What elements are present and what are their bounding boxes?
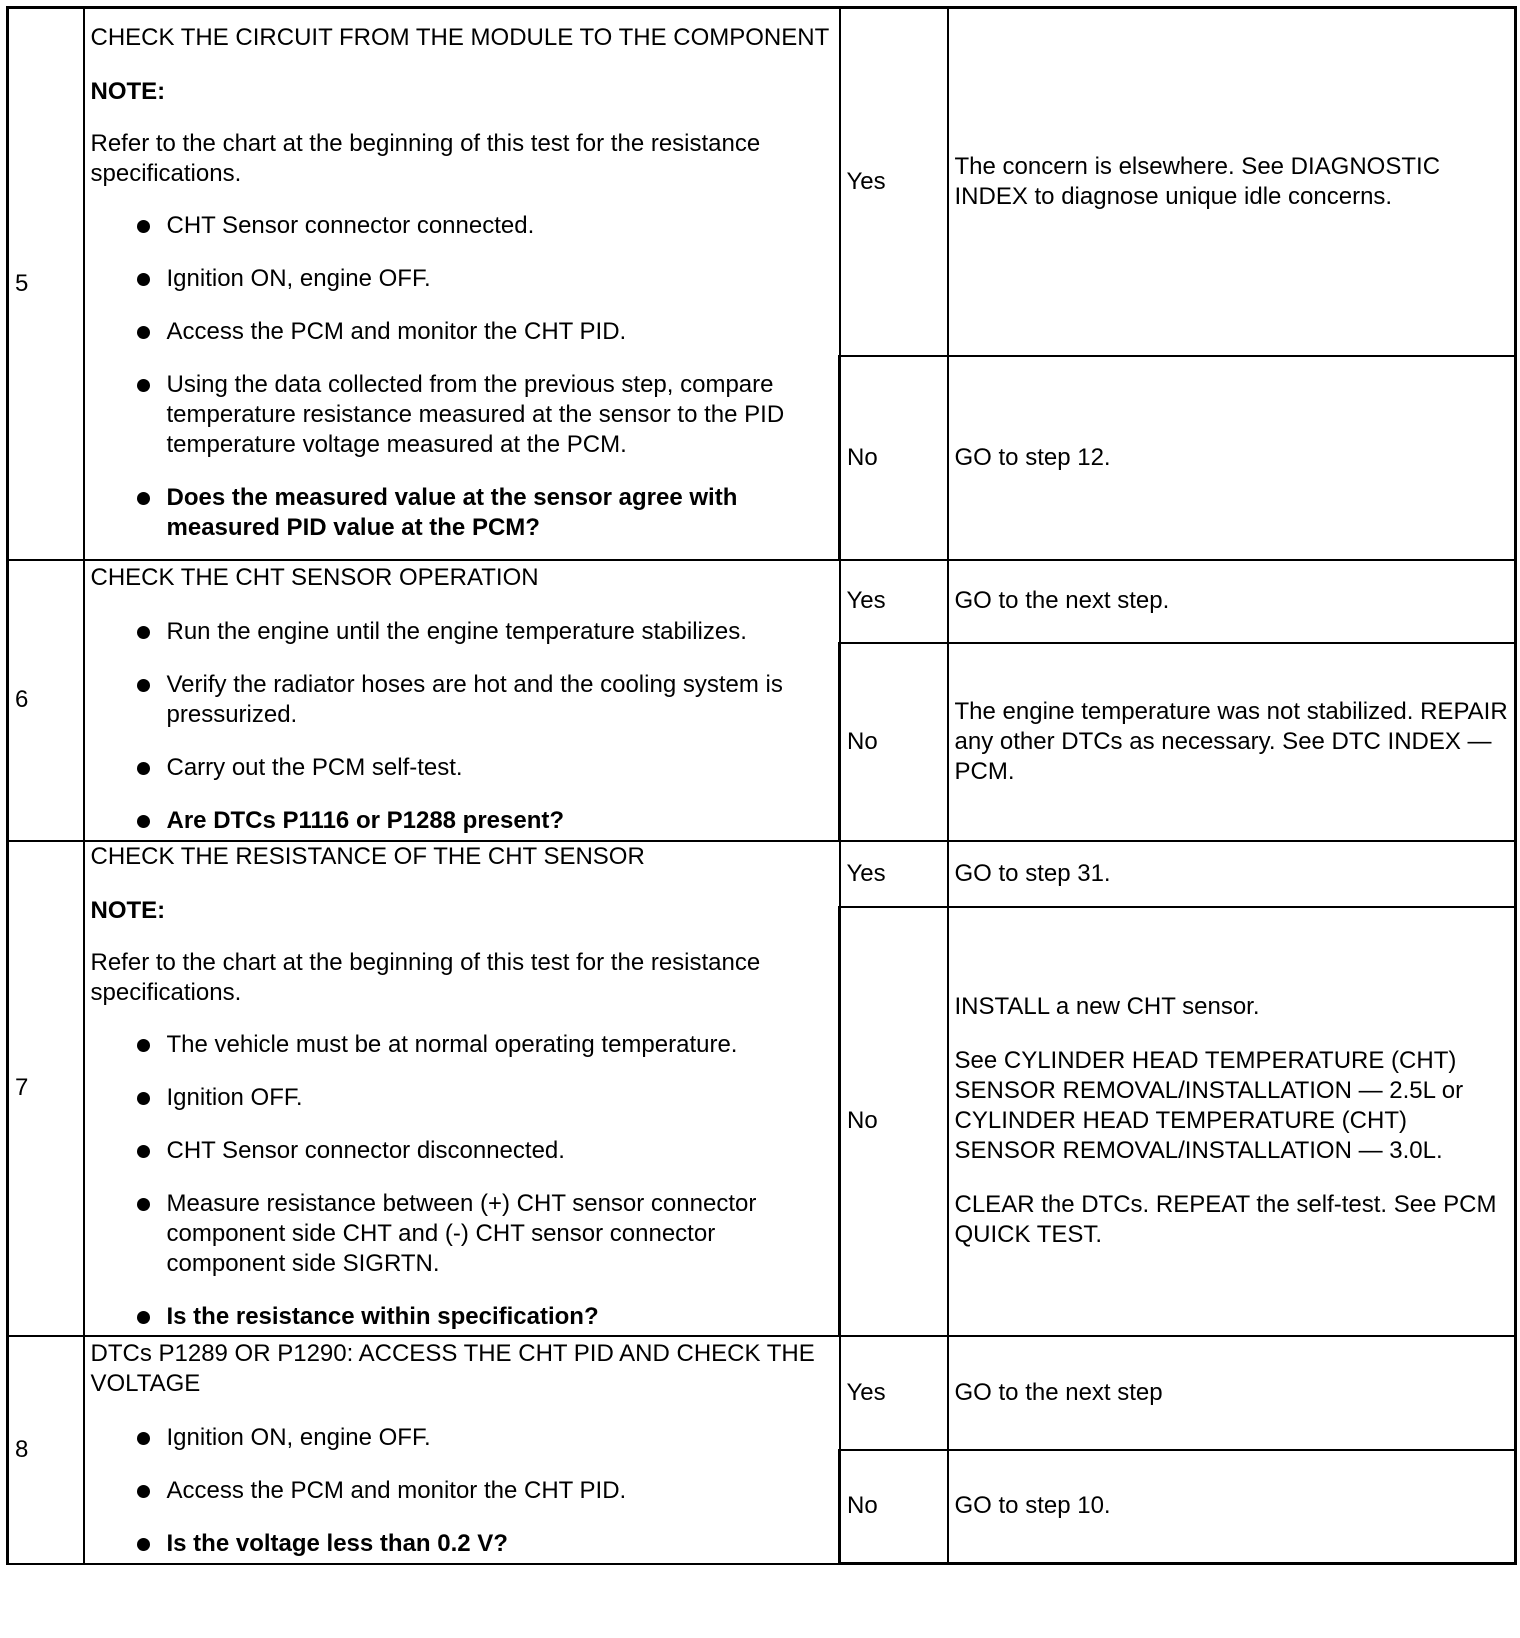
answer-yes: Yes <box>840 8 948 356</box>
answer-yes: Yes <box>840 1336 948 1450</box>
result-no <box>948 643 1516 841</box>
instruction-item: CHT Sensor connector connected. <box>91 211 833 241</box>
step-question: Are DTCs P1116 or P1288 present? <box>91 806 833 836</box>
result-paragraph: GO to step 12. <box>954 443 1111 471</box>
step-number: 7 <box>8 841 84 1336</box>
step-row-5 <box>8 8 1516 356</box>
note-label: NOTE: <box>90 77 166 105</box>
result-yes <box>948 841 1516 907</box>
instruction-item: The vehicle must be at normal operating temperature. <box>91 1030 833 1060</box>
instruction-item: Run the engine until the engine temperature stabilizes. <box>91 617 833 647</box>
instruction-item: Ignition ON, engine OFF. <box>91 264 833 294</box>
instruction-item: Access the PCM and monitor the CHT PID. <box>91 317 833 347</box>
result-yes <box>948 8 1516 356</box>
instruction-item: Verify the radiator hoses are hot and the cooling system is pressurized. <box>91 670 833 730</box>
step-number: 5 <box>8 8 84 560</box>
step-row-6 <box>8 560 1516 643</box>
result-paragraph: INSTALL a new CHT sensor. <box>954 993 1260 1020</box>
answer-no: No <box>840 643 948 841</box>
step-question: Does the measured value at the sensor agree with measured PID value at the PCM? <box>91 483 833 543</box>
step-instructions <box>91 617 833 836</box>
diagnostic-test-table <box>6 6 1517 1565</box>
answer-no: No <box>840 356 948 560</box>
step-title: CHECK THE RESISTANCE OF THE CHT SENSOR <box>90 843 645 870</box>
step-question: Is the resistance within specification? <box>91 1302 833 1332</box>
result-no <box>948 907 1516 1336</box>
step-question: Is the voltage less than 0.2 V? <box>91 1529 833 1559</box>
result-no <box>948 1450 1516 1564</box>
answer-yes: Yes <box>840 560 948 643</box>
step-action <box>84 841 840 1336</box>
note-text: Refer to the chart at the beginning of this test for the resistance specifications. <box>90 129 761 187</box>
step-action <box>84 1336 840 1564</box>
result-paragraph: CLEAR the DTCs. REPEAT the self-test. See PCM QUICK TEST. <box>954 1191 1497 1248</box>
answer-no: No <box>840 907 948 1336</box>
result-paragraph: GO to step 31. <box>954 859 1111 887</box>
result-no <box>948 356 1516 560</box>
instruction-item: Ignition OFF. <box>91 1083 833 1113</box>
result-paragraph: GO to step 10. <box>954 1492 1111 1520</box>
instruction-item: Access the PCM and monitor the CHT PID. <box>91 1476 833 1506</box>
note-label: NOTE: <box>90 897 166 924</box>
step-instructions <box>91 1030 833 1332</box>
result-paragraph: GO to the next step. <box>954 587 1170 614</box>
step-instructions <box>91 211 833 543</box>
step-number: 8 <box>8 1336 84 1564</box>
answer-yes: Yes <box>840 841 948 907</box>
step-action <box>84 8 840 560</box>
result-yes <box>948 1336 1516 1450</box>
instruction-item: Ignition ON, engine OFF. <box>91 1423 833 1453</box>
result-paragraph: The concern is elsewhere. See DIAGNOSTIC INDEX to diagnose unique idle concerns. <box>954 152 1441 210</box>
result-paragraph: See CYLINDER HEAD TEMPERATURE (CHT) SENSOR REMOVAL/INSTALLATION — 2.5L or CYLINDER HEAD TEMPERATURE (CHT) SENSOR REMOVAL/INSTALLATION — 3.0L. <box>954 1047 1464 1164</box>
result-paragraph: GO to the next step <box>954 1378 1163 1406</box>
instruction-item: CHT Sensor connector disconnected. <box>91 1136 833 1166</box>
diagnostic-table-body <box>8 8 1516 1564</box>
step-number: 6 <box>8 560 84 841</box>
step-title: CHECK THE CIRCUIT FROM THE MODULE TO THE COMPONENT <box>90 23 830 51</box>
note-text: Refer to the chart at the beginning of this test for the resistance specifications. <box>90 949 761 1006</box>
instruction-item: Using the data collected from the previous step, compare temperature resistance measured at the sensor to the PID temperature voltage measured at the PCM. <box>91 370 833 460</box>
instruction-item: Measure resistance between (+) CHT sensor connector component side CHT and (-) CHT sensor connector component side SIGRTN. <box>91 1189 833 1279</box>
step-action <box>84 560 840 841</box>
step-instructions <box>91 1423 833 1559</box>
result-paragraph: The engine temperature was not stabilized. REPAIR any other DTCs as necessary. See DTC INDEX — PCM. <box>954 697 1508 785</box>
step-row-7 <box>8 841 1516 907</box>
instruction-item: Carry out the PCM self-test. <box>91 753 833 783</box>
step-row-8 <box>8 1336 1516 1450</box>
result-yes <box>948 560 1516 643</box>
step-title: CHECK THE CHT SENSOR OPERATION <box>90 563 539 591</box>
step-title: DTCs P1289 OR P1290: ACCESS THE CHT PID AND CHECK THE VOLTAGE <box>90 1339 815 1397</box>
answer-no: No <box>840 1450 948 1564</box>
